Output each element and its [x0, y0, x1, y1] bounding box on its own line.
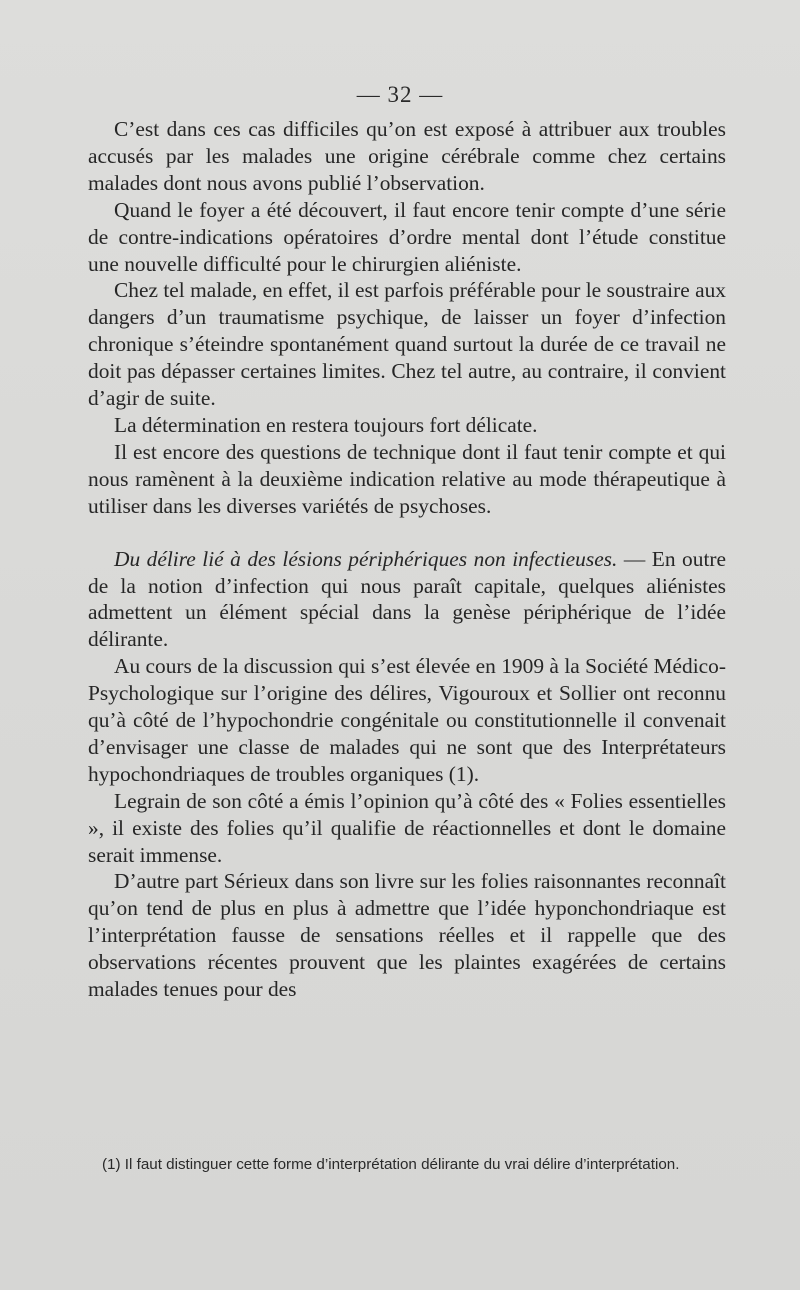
- paragraph: Legrain de son côté a émis l’opinion qu’à côté des « Folies essentielles », il existe des folies qu’il qualifie de réactionnelles et dont le domaine serait immense.: [88, 788, 726, 867]
- paragraph: C’est dans ces cas difficiles qu’on est exposé à attribuer aux troubles accusés par les malades une origine cérébrale comme chez certains malades dont nous avons publié l’observation.: [88, 117, 726, 195]
- page-number: — 32 —: [356, 82, 444, 107]
- paragraph: La détermination en restera toujours fort délicate.: [114, 412, 538, 437]
- section-paragraph: [88, 546, 726, 654]
- paragraph: Quand le foyer a été découvert, il faut encore tenir compte d’une série de contre-indications opératoires d’ordre mental dont l’étude constitue une nouvelle difficulté pour le chirurgien aliéniste.: [88, 197, 726, 276]
- paragraph: Il est encore des questions de technique dont il faut tenir compte et qui nous ramènent à la deuxième indication relative au mode thérapeutique à utiliser dans les diverses variétés de psychoses.: [88, 439, 726, 518]
- footnote-text: (1) Il faut distinguer cette forme d’interprétation délirante du vrai délire d’interprétation.: [102, 1156, 680, 1173]
- paragraph: D’autre part Sérieux dans son livre sur les folies raisonnantes reconnaît qu’on tend de plus en plus à admettre que l’idée hyponchondriaque est l’interprétation fausse de sensations réelles et il rappelle que des observations récentes prouvent que les plaintes exagérées de certains malades tenues pour des: [88, 869, 726, 1002]
- footnote: [88, 1153, 728, 1177]
- paragraph: Au cours de la discussion qui s’est élevée en 1909 à la Société Médico-Psychologique sur l’origine des délires, Vigouroux et Sollier ont reconnu qu’à côté de l’hypochondrie congénitale ou constitutionnelle il convenait d’envisager une classe de malades qui ne sont que des Interprétateurs hypochondriaques de troubles organiques (1).: [88, 654, 726, 786]
- paragraph: Chez tel malade, en effet, il est parfois préférable pour le soustraire aux dangers d’un traumatisme psychique, de laisser un foyer d’infection chronique s’éteindre spontanément quand surtout la durée de ce travail ne doit pas dépasser certaines limites. Chez tel autre, au contraire, il convient d’agir de suite.: [88, 278, 726, 411]
- section-heading-dash: —: [617, 546, 652, 571]
- body-text: [88, 116, 726, 1003]
- section-lead-text: En outre de la notion d’infection qui nous paraît capitale, quelques aliénistes admettent un élément spécial dans la genèse périphérique de l’idée délirante.: [88, 546, 727, 652]
- section-heading: Du délire lié à des lésions périphériques non infectieuses.: [114, 546, 618, 571]
